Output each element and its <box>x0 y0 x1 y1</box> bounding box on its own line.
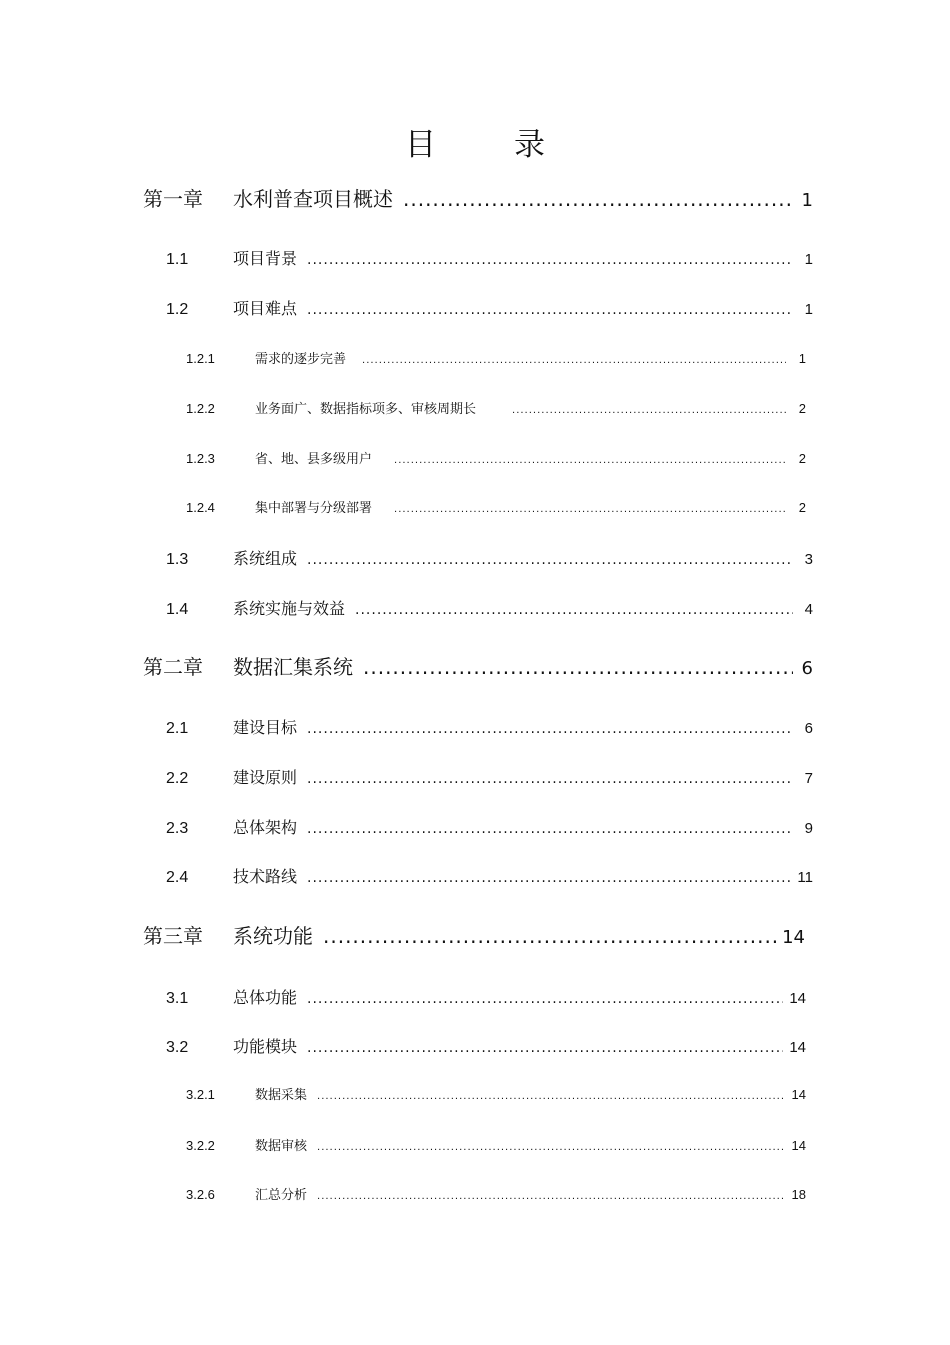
toc-entry-text: 技术路线 <box>233 867 298 886</box>
dot-leader <box>307 991 783 1007</box>
dot-leader <box>307 870 791 886</box>
toc-entry-number: 3.2.1 <box>186 1087 215 1102</box>
toc-entry-page: 2 <box>798 451 806 466</box>
toc-title-char-1: 目 <box>405 126 436 163</box>
toc-entry-text: 建设原则 <box>233 768 298 787</box>
toc-entry-text: 水利普查项目概述 <box>233 187 393 211</box>
dot-leader <box>363 655 793 679</box>
toc-entry-page: 14 <box>789 1039 806 1056</box>
toc-entry-text: 系统功能 <box>233 924 313 948</box>
toc-entry-page: 3 <box>804 551 813 568</box>
toc-entry-number: 2.1 <box>166 720 189 737</box>
toc-entry-number: 2.3 <box>166 820 189 837</box>
toc-entry-text: 建设目标 <box>233 718 298 737</box>
toc-section-entry[interactable] <box>166 1034 806 1058</box>
toc-entry-page: 11 <box>797 869 813 886</box>
toc-chapter-entry[interactable] <box>143 651 813 681</box>
toc-subsection-entry[interactable] <box>186 497 806 517</box>
dot-leader <box>512 405 786 416</box>
toc-entry-page: 1 <box>801 190 813 211</box>
toc-entry-page: 4 <box>804 601 813 618</box>
toc-entry-text: 需求的逐步完善 <box>255 352 347 367</box>
toc-entry-text: 数据汇集系统 <box>233 655 353 679</box>
toc-entry-number: 1.2 <box>166 301 189 318</box>
toc-chapter-entry[interactable] <box>143 183 813 213</box>
toc-subsection-entry[interactable] <box>186 448 806 468</box>
toc-entry-page: 1 <box>798 351 806 366</box>
dot-leader <box>317 1191 786 1202</box>
dot-leader <box>317 1142 786 1153</box>
toc-section-entry[interactable] <box>166 715 813 739</box>
toc-entry-text: 总体架构 <box>233 818 298 837</box>
toc-title <box>405 118 545 164</box>
toc-entry-text: 汇总分析 <box>255 1188 308 1203</box>
toc-entry-page: 14 <box>791 1138 806 1153</box>
toc-entry-number: 3.2 <box>166 1039 189 1056</box>
toc-subsection-entry[interactable] <box>186 1184 806 1204</box>
toc-subsection-entry[interactable] <box>186 398 806 418</box>
toc-entry-number: 1.2.3 <box>186 451 215 466</box>
toc-section-entry[interactable] <box>166 815 813 839</box>
toc-subsection-entry[interactable] <box>186 1135 806 1155</box>
toc-entry-number: 1.3 <box>166 551 189 568</box>
toc-section-entry[interactable] <box>166 246 813 270</box>
toc-entry-text: 数据审核 <box>255 1139 308 1154</box>
toc-entry-number: 2.2 <box>166 770 189 787</box>
toc-entry-number: 1.2.4 <box>186 500 215 515</box>
dot-leader <box>307 821 793 837</box>
toc-entry-number: 第一章 <box>143 187 203 211</box>
toc-entry-number: 1.2.1 <box>186 351 215 366</box>
toc-entry-number: 1.2.2 <box>186 401 215 416</box>
toc-entry-number: 3.2.6 <box>186 1187 215 1202</box>
dot-leader <box>307 552 793 568</box>
toc-chapter-entry[interactable] <box>143 920 805 950</box>
toc-entry-number: 1.4 <box>166 601 189 618</box>
dot-leader <box>317 1091 786 1102</box>
toc-entry-number: 第二章 <box>143 655 203 679</box>
toc-entry-page: 1 <box>804 251 813 268</box>
toc-entry-page: 9 <box>804 820 813 837</box>
dot-leader <box>307 721 793 737</box>
toc-entry-text: 业务面广、数据指标项多、审核周期长 <box>255 402 477 417</box>
toc-entry-text: 项目背景 <box>233 249 298 268</box>
dot-leader <box>394 455 786 466</box>
toc-section-entry[interactable] <box>166 985 806 1009</box>
dot-leader <box>362 355 786 366</box>
toc-section-entry[interactable] <box>166 765 813 789</box>
toc-section-entry[interactable] <box>166 864 813 888</box>
toc-entry-text: 总体功能 <box>233 988 298 1007</box>
toc-entry-page: 2 <box>798 500 806 515</box>
toc-entry-page: 1 <box>804 301 813 318</box>
toc-entry-number: 2.4 <box>166 869 189 886</box>
toc-entry-text: 功能模块 <box>233 1037 298 1056</box>
toc-section-entry[interactable] <box>166 546 813 570</box>
dot-leader <box>307 302 793 318</box>
toc-entry-page: 14 <box>789 990 806 1007</box>
toc-entry-page: 7 <box>804 770 813 787</box>
dot-leader <box>307 771 793 787</box>
toc-entry-page: 14 <box>782 927 805 948</box>
toc-entry-text: 系统实施与效益 <box>233 599 346 618</box>
dot-leader <box>355 602 793 618</box>
toc-entry-page: 18 <box>791 1187 806 1202</box>
dot-leader <box>307 1040 783 1056</box>
toc-entry-text: 项目难点 <box>233 299 298 318</box>
dot-leader <box>394 504 786 515</box>
toc-entry-page: 6 <box>801 658 813 679</box>
toc-entry-page: 6 <box>804 720 813 737</box>
toc-entry-text: 省、地、县多级用户 <box>255 452 373 467</box>
toc-entry-page: 2 <box>798 401 806 416</box>
toc-section-entry[interactable] <box>166 596 813 620</box>
toc-entry-number: 3.1 <box>166 990 189 1007</box>
toc-subsection-entry[interactable] <box>186 348 806 368</box>
toc-entry-text: 集中部署与分级部署 <box>255 501 373 516</box>
toc-entry-text: 系统组成 <box>233 549 298 568</box>
toc-entry-number: 第三章 <box>143 924 203 948</box>
toc-entry-page: 14 <box>791 1087 806 1102</box>
toc-entry-number: 1.1 <box>166 251 189 268</box>
toc-section-entry[interactable] <box>166 296 813 320</box>
dot-leader <box>307 252 793 268</box>
dot-leader <box>403 187 793 211</box>
toc-title-char-2: 录 <box>514 126 545 163</box>
dot-leader <box>323 924 776 948</box>
toc-subsection-entry[interactable] <box>186 1084 806 1104</box>
toc-entry-text: 数据采集 <box>255 1088 308 1103</box>
toc-entry-number: 3.2.2 <box>186 1138 215 1153</box>
